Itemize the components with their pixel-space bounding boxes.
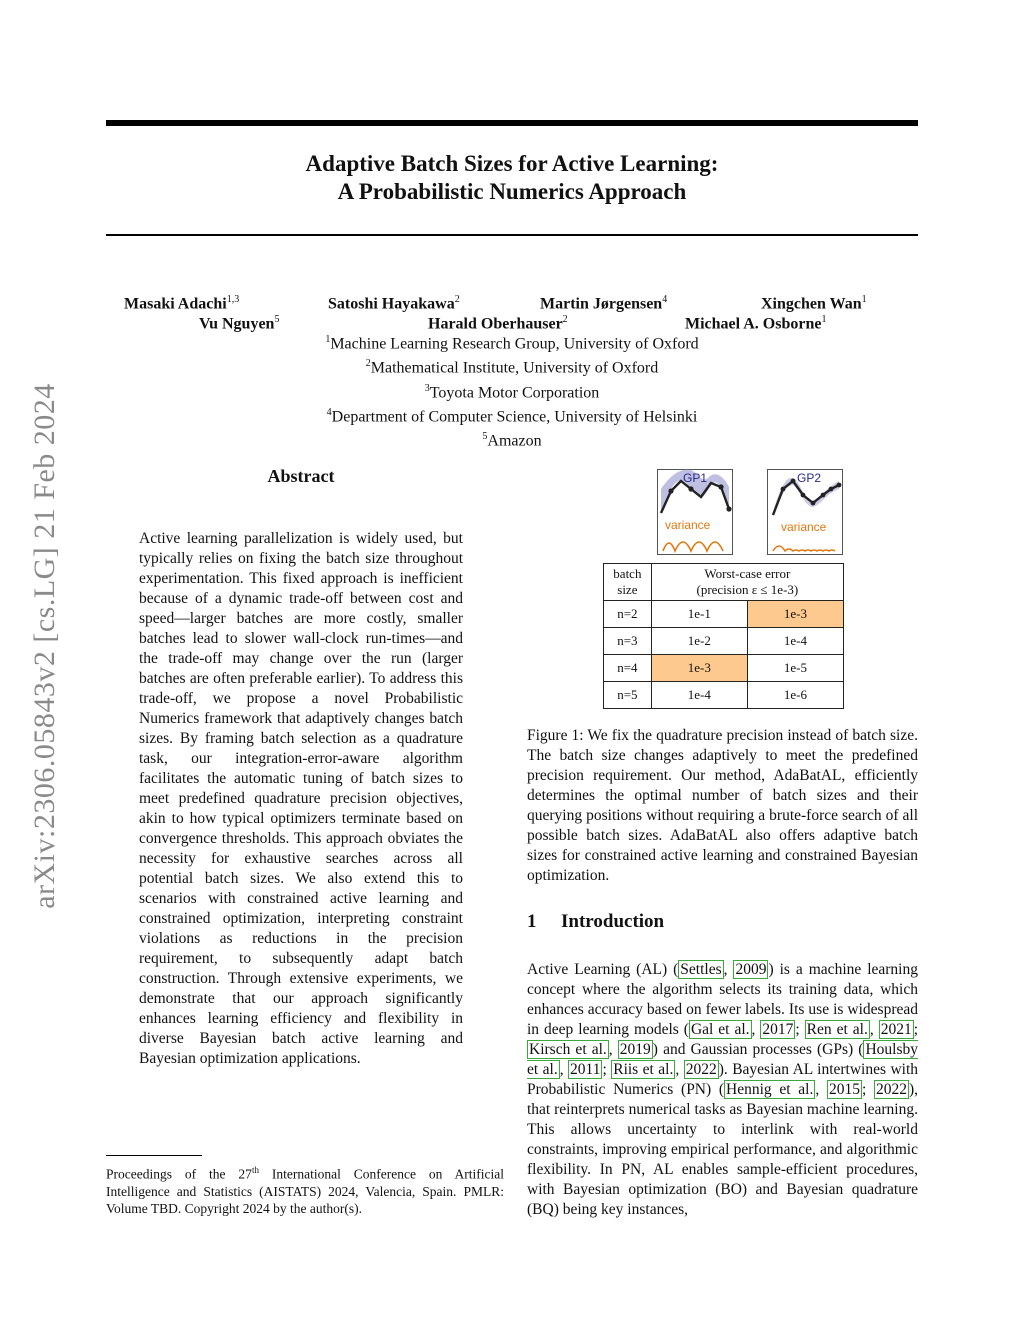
- abstract-text: Active learning parallelization is widely used, but typically relies on fixing the batch size throughout experimentation. This fixed approach is inefficient because of a dynamic trade-off between cost and speed—larger batches are more costly, smaller batches lead to slower wall-clock run-times—and the trade-off may change over the run (larger batches are often preferable earlier). To address this trade-off, we propose a novel Probabilistic Numerics framework that adaptively changes batch sizes. By framing batch selection as a quadrature task, our integration-error-aware algorithm facilitates the automatic tuning of batch sizes to meet predefined quadrature precision objectives, akin to how typical optimizers terminate based on convergence thresholds. This approach obviates the necessity for exhaustive searches across all potential batch sizes. We also extend this to scenarios with constrained active learning and constrained optimization, interpreting constraint violations as reductions in the precision requirement, to subsequently adapt batch construction. Through extensive experiments, we demonstrate that our approach significantly enhances learning efficiency and flexibility in diverse Bayesian batch active learning and Bayesian optimization applications.: [139, 530, 463, 1067]
- gp1-label: GP1: [683, 471, 708, 485]
- gp2-point: [829, 487, 834, 492]
- proceedings-footnote: Proceedings of the 27th International Conference on Artificial Intelligence and Statistics (AISTATS) 2024, Valencia, Spain. PMLR: Volume TBD. Copyright 2024 by the author(s).: [106, 1165, 504, 1216]
- table-row: [604, 628, 844, 655]
- gp1-error-cell: 1e-1: [651, 601, 747, 628]
- paper-title: [106, 150, 918, 206]
- worst-case-error-table: [603, 563, 844, 709]
- gp1-point: [668, 488, 673, 493]
- title-top-rule: [106, 120, 918, 126]
- title-line-1: Adaptive Batch Sizes for Active Learning:: [305, 151, 719, 176]
- gp2-panel: [767, 469, 843, 555]
- author-1: Masaki Adachi$^{1,3}$: [124, 294, 240, 313]
- batch-size-cell: n=3: [604, 628, 652, 655]
- citation-link[interactable]: 2019: [619, 1041, 651, 1058]
- table-row: [604, 682, 844, 709]
- citation-link[interactable]: 2011: [570, 1061, 601, 1078]
- citation-link[interactable]: 2017: [762, 1021, 794, 1038]
- citation-link[interactable]: Kirsch et al.: [529, 1041, 607, 1058]
- citation-link[interactable]: Settles: [680, 961, 722, 978]
- gp1-error-cell: 1e-4: [651, 682, 747, 709]
- gp2-label: GP2: [797, 471, 822, 485]
- author-5: Vu Nguyen$^5$: [199, 314, 280, 333]
- citation-link[interactable]: 2021: [880, 1021, 912, 1038]
- gp2-point: [837, 483, 842, 488]
- gp1-error-cell-selected: 1e-3: [651, 655, 747, 682]
- gp1-error-cell: 1e-2: [651, 628, 747, 655]
- affiliation-5: $^5$Amazon: [482, 431, 542, 450]
- gp2-variance-label: variance: [781, 520, 827, 534]
- batch-size-cell: n=2: [604, 601, 652, 628]
- arxiv-identifier: arXiv:2306.05843v2 [cs.LG] 21 Feb 2024: [28, 383, 61, 909]
- introduction-text: Active Learning (AL) ( Settles , 2009 ) is a machine learning concept where the algorithm selects its training data, which enhances accuracy based on fewer labels. Its use is widespread in deep learning models ( Gal et al. , 2017 ; Ren et al. , 2021 ; Kirsch et al. , 2019 ) and Gaussian processes (GPs) ( Houlsby et al. , 2011 ; Riis et al. , 2022 ). Bayesian AL intertwines with Probabilistic Numerics (PN) ( Hennig et al. , 2015 ; 2022 ), that reinterprets numerical tasks as Bayesian machine learning. This allows uncertainty to interlink with real-world constraints, improving empirical performance, and algorithmic flexibility. In PN, AL enables sample-efficient procedures, with Bayesian optimization (BO) and Bayesian quadrature (BQ) being key instances,: [527, 961, 919, 1218]
- table-row: [604, 655, 844, 682]
- footnote-rule: [106, 1155, 202, 1156]
- title-line-2: A Probabilistic Numerics Approach: [337, 179, 687, 204]
- author-6: Harald Oberhauser$^2$: [428, 314, 568, 333]
- section-heading-introduction: 1 Introduction: [527, 911, 665, 932]
- author-4: Xingchen Wan$^1$: [761, 294, 867, 313]
- citation-link[interactable]: Riis et al.: [613, 1061, 674, 1078]
- gp1-point: [688, 486, 693, 491]
- table-header-worst-case-error: Worst-case error (precision ε ≤ 1e-3): [651, 564, 843, 601]
- abstract-heading: Abstract: [267, 466, 335, 486]
- title-bottom-rule: [106, 234, 918, 236]
- batch-size-cell: n=4: [604, 655, 652, 682]
- figure-1-caption: Figure 1: We fix the quadrature precision instead of batch size. The batch size changes adaptively to meet the predefined precision requirement. Our method, AdaBatAL, efficiently determines the optimal number of batch sizes and their querying positions without requiring a brute-force search of all possible batch sizes. AdaBatAL also offers adaptive batch sizes for constrained active learning and constrained Bayesian optimization.: [527, 727, 918, 884]
- gp1-variance-label: variance: [665, 518, 711, 532]
- table-header-batch-size: batch size: [604, 564, 652, 601]
- citation-link[interactable]: 2015: [828, 1081, 860, 1098]
- author-7: Michael A. Osborne$^1$: [685, 314, 827, 333]
- citation-link[interactable]: 2022: [685, 1061, 717, 1078]
- gp1-panel: [657, 469, 733, 555]
- gp2-point: [781, 487, 786, 492]
- affiliation-1: $^1$Machine Learning Research Group, University of Oxford: [325, 334, 699, 353]
- gp2-error-cell-selected: 1e-3: [747, 601, 843, 628]
- citation-link[interactable]: Gal et al.: [690, 1021, 750, 1038]
- affiliation-3: $^3$Toyota Motor Corporation: [424, 382, 600, 401]
- citation-link[interactable]: Hennig et al.: [726, 1081, 814, 1098]
- author-2: Satoshi Hayakawa$^2$: [328, 294, 460, 313]
- citation-link[interactable]: Houlsby et al.: [527, 1041, 919, 1078]
- gp2-error-cell: 1e-4: [747, 628, 843, 655]
- gp2-point: [791, 479, 796, 484]
- citation-link[interactable]: Ren et al.: [806, 1021, 868, 1038]
- affiliation-4: $^4$Department of Computer Science, University of Helsinki: [326, 406, 698, 426]
- gp2-point: [811, 501, 816, 506]
- gp2-error-cell: 1e-6: [747, 682, 843, 709]
- citation-link[interactable]: 2022: [875, 1081, 907, 1098]
- gp2-point: [821, 493, 826, 498]
- table-row: [604, 601, 844, 628]
- citation-link[interactable]: 2009: [735, 961, 767, 978]
- author-3: Martin Jørgensen$^4$: [540, 294, 668, 313]
- affiliations: [106, 330, 918, 452]
- gp1-point: [726, 506, 731, 511]
- gp2-point: [801, 493, 806, 498]
- table-header-row: [604, 564, 844, 601]
- batch-size-cell: n=5: [604, 682, 652, 709]
- gp2-error-cell: 1e-5: [747, 655, 843, 682]
- affiliation-2: $^2$Mathematical Institute, University of Oxford: [365, 358, 659, 377]
- gp1-point: [718, 484, 723, 489]
